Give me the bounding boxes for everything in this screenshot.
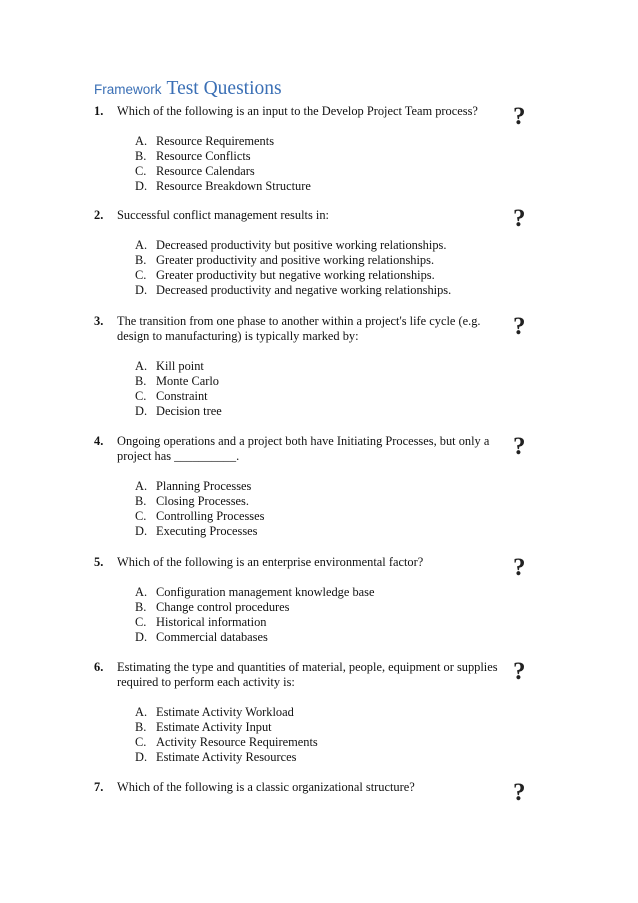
option-d: D. Resource Breakdown Structure xyxy=(135,179,311,193)
answer-options xyxy=(135,359,514,419)
answer-options xyxy=(135,238,514,298)
question-mark-icon: ? xyxy=(513,658,526,685)
question-number: 4. xyxy=(94,434,104,448)
option-d: D. Estimate Activity Resources xyxy=(135,750,297,764)
question-4 xyxy=(94,433,526,539)
question-number: 2. xyxy=(94,208,104,222)
option-a: A. Planning Processes xyxy=(135,479,252,493)
option-b: B. Resource Conflicts xyxy=(135,149,251,163)
option-d: D. Commercial databases xyxy=(135,630,268,644)
option-b: B. Change control procedures xyxy=(135,600,290,614)
option-d: D. Decision tree xyxy=(135,404,222,418)
option-a: A. Kill point xyxy=(135,359,204,373)
answer-options xyxy=(135,585,514,645)
question-7 xyxy=(94,779,526,806)
question-mark-icon: ? xyxy=(513,313,526,340)
page-title xyxy=(94,78,282,100)
option-b: B. Monte Carlo xyxy=(135,374,219,388)
question-3 xyxy=(94,313,526,419)
question-6 xyxy=(94,658,526,765)
question-mark-icon: ? xyxy=(513,103,526,130)
question-1 xyxy=(94,103,526,194)
option-a: A. Configuration management knowledge base xyxy=(135,585,375,599)
option-c: C. Historical information xyxy=(135,615,267,629)
question-text: Which of the following is an enterprise environmental factor? xyxy=(117,555,424,569)
question-text: Successful conflict management results in: xyxy=(117,208,329,222)
question-mark-icon: ? xyxy=(513,554,526,581)
answer-options xyxy=(135,479,514,539)
title-framework: Framework xyxy=(94,82,162,97)
option-c: C. Constraint xyxy=(135,389,208,403)
question-number: 7. xyxy=(94,780,104,794)
question-text: Which of the following is a classic organizational structure? xyxy=(117,780,415,794)
option-d: D. Decreased productivity and negative working relationships. xyxy=(135,283,452,297)
option-c: C. Resource Calendars xyxy=(135,164,255,178)
question-number: 6. xyxy=(94,660,104,674)
question-text: Ongoing operations and a project both have Initiating Processes, but only a project has __________. xyxy=(117,434,490,463)
question-number: 3. xyxy=(94,314,104,328)
option-d: D. Executing Processes xyxy=(135,524,258,538)
question-text: The transition from one phase to another within a project's life cycle (e.g. design to manufacturing) is typically marked by: xyxy=(117,314,481,343)
option-c: C. Activity Resource Requirements xyxy=(135,735,318,749)
question-mark-icon: ? xyxy=(513,779,526,806)
question-number: 1. xyxy=(94,104,104,118)
answer-options xyxy=(135,705,514,765)
question-5 xyxy=(94,554,526,645)
option-b: B. Closing Processes. xyxy=(135,494,249,508)
question-number: 5. xyxy=(94,555,104,569)
option-c: C. Controlling Processes xyxy=(135,509,265,523)
option-b: B. Estimate Activity Input xyxy=(135,720,272,734)
option-a: A. Decreased productivity but positive working relationships. xyxy=(135,238,447,252)
option-c: C. Greater productivity but negative working relationships. xyxy=(135,268,435,282)
option-a: A. Estimate Activity Workload xyxy=(135,705,294,719)
answer-options xyxy=(135,134,514,194)
question-text: Which of the following is an input to the Develop Project Team process? xyxy=(117,104,478,118)
option-a: A. Resource Requirements xyxy=(135,134,275,148)
option-b: B. Greater productivity and positive working relationships. xyxy=(135,253,435,267)
question-2 xyxy=(94,205,526,298)
question-text: Estimating the type and quantities of material, people, equipment or supplies required to perform each activity is: xyxy=(117,660,498,689)
question-mark-icon: ? xyxy=(513,433,526,460)
title-test-questions: Test Questions xyxy=(166,78,282,99)
question-mark-icon: ? xyxy=(513,205,526,232)
